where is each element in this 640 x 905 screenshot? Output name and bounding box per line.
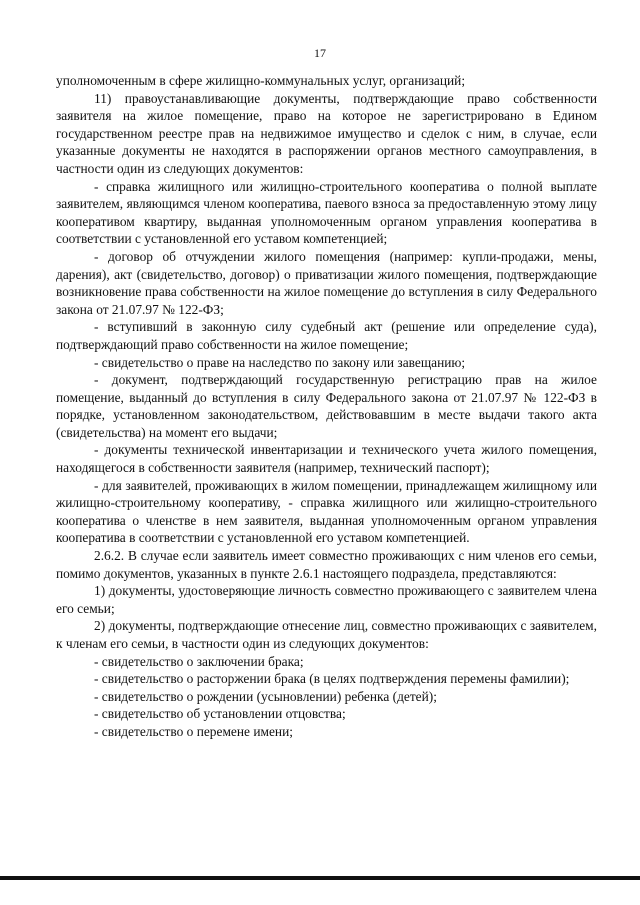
list-item: - справка жилищного или жилищно-строительного кооператива о полной выплате заявителем, являющимся членом кооператива, паевого взноса за предоставленную этому лицу кооперативом квартиру, выданная уполномоченным органом управления кооператива в соответствии с установленной его уставом компетенцией; <box>56 178 597 247</box>
document-body <box>56 72 597 741</box>
list-item: - для заявителей, проживающих в жилом помещении, принадлежащем жилищному или жилищно-строительному кооперативу, - справка жилищного или жилищно-строительного кооператива о членстве в нем заявителя, выданная уполномоченным органом управления кооператива в соответствии с установленной его уставом компетенцией. <box>56 477 597 546</box>
paragraph: 11) правоустанавливающие документы, подтверждающие право собственности заявителя на жилое помещение, право на которое не зарегистрировано в Едином государственном реестре прав на недвижимое имущество и сделок с ним, в случае, если указанные документы не находятся в распоряжении органов местного самоуправления, в частности один из следующих документов: <box>56 90 597 176</box>
page-number: 17 <box>314 46 326 60</box>
list-item: - свидетельство об установлении отцовства; <box>94 706 346 722</box>
list-item: - договор об отчуждении жилого помещения (например: купли-продажи, мены, дарения), акт (свидетельство, договор) о приватизации жилого помещения, подтверждающие возникновение права собственности на жилое помещение до вступления в силу Федерального закона от 21.07.97 № 122-ФЗ; <box>56 248 597 317</box>
list-item: - вступивший в законную силу судебный акт (решение или определение суда), подтверждающий право собственности на жилое помещение; <box>56 319 597 352</box>
list-item: - свидетельство о заключении брака; <box>94 653 304 669</box>
list-item: - документы технической инвентаризации и технического учета жилого помещения, находящегося в собственности заявителя (например, технический паспорт); <box>56 442 597 476</box>
paragraph: уполномоченным в сфере жилищно-коммунальных услуг, организаций; <box>56 73 466 88</box>
paragraph: 2.6.2. В случае если заявитель имеет совместно проживающих с ним членов его семьи, помимо документов, указанных в пункте 2.6.1 настоящего подраздела, представляются: <box>56 548 597 581</box>
list-item: - свидетельство о расторжении брака (в целях подтверждения перемены фамилии); <box>94 671 570 687</box>
paragraph: 2) документы, подтверждающие отнесение лиц, совместно проживающих с заявителем, к членам его семьи, в частности один из следующих документов: <box>56 618 597 651</box>
list-item: - свидетельство о праве на наследство по закону или завещанию; <box>94 354 466 370</box>
list-item: - свидетельство о рождении (усыновлении) ребенка (детей); <box>94 688 437 704</box>
paragraph: 1) документы, удостоверяющие личность совместно проживающего с заявителем члена его семьи; <box>56 583 597 616</box>
scan-edge-divider <box>0 876 640 880</box>
list-item: - документ, подтверждающий государственную регистрацию прав на жилое помещение, выданный до вступления в силу Федерального закона от 21.07.97 № 122-ФЗ в порядке, установленном законодательством, действовавшим в месте выдачи такого акта (свидетельства) на момент его выдачи; <box>56 372 597 440</box>
list-item: - свидетельство о перемене имени; <box>94 723 293 739</box>
